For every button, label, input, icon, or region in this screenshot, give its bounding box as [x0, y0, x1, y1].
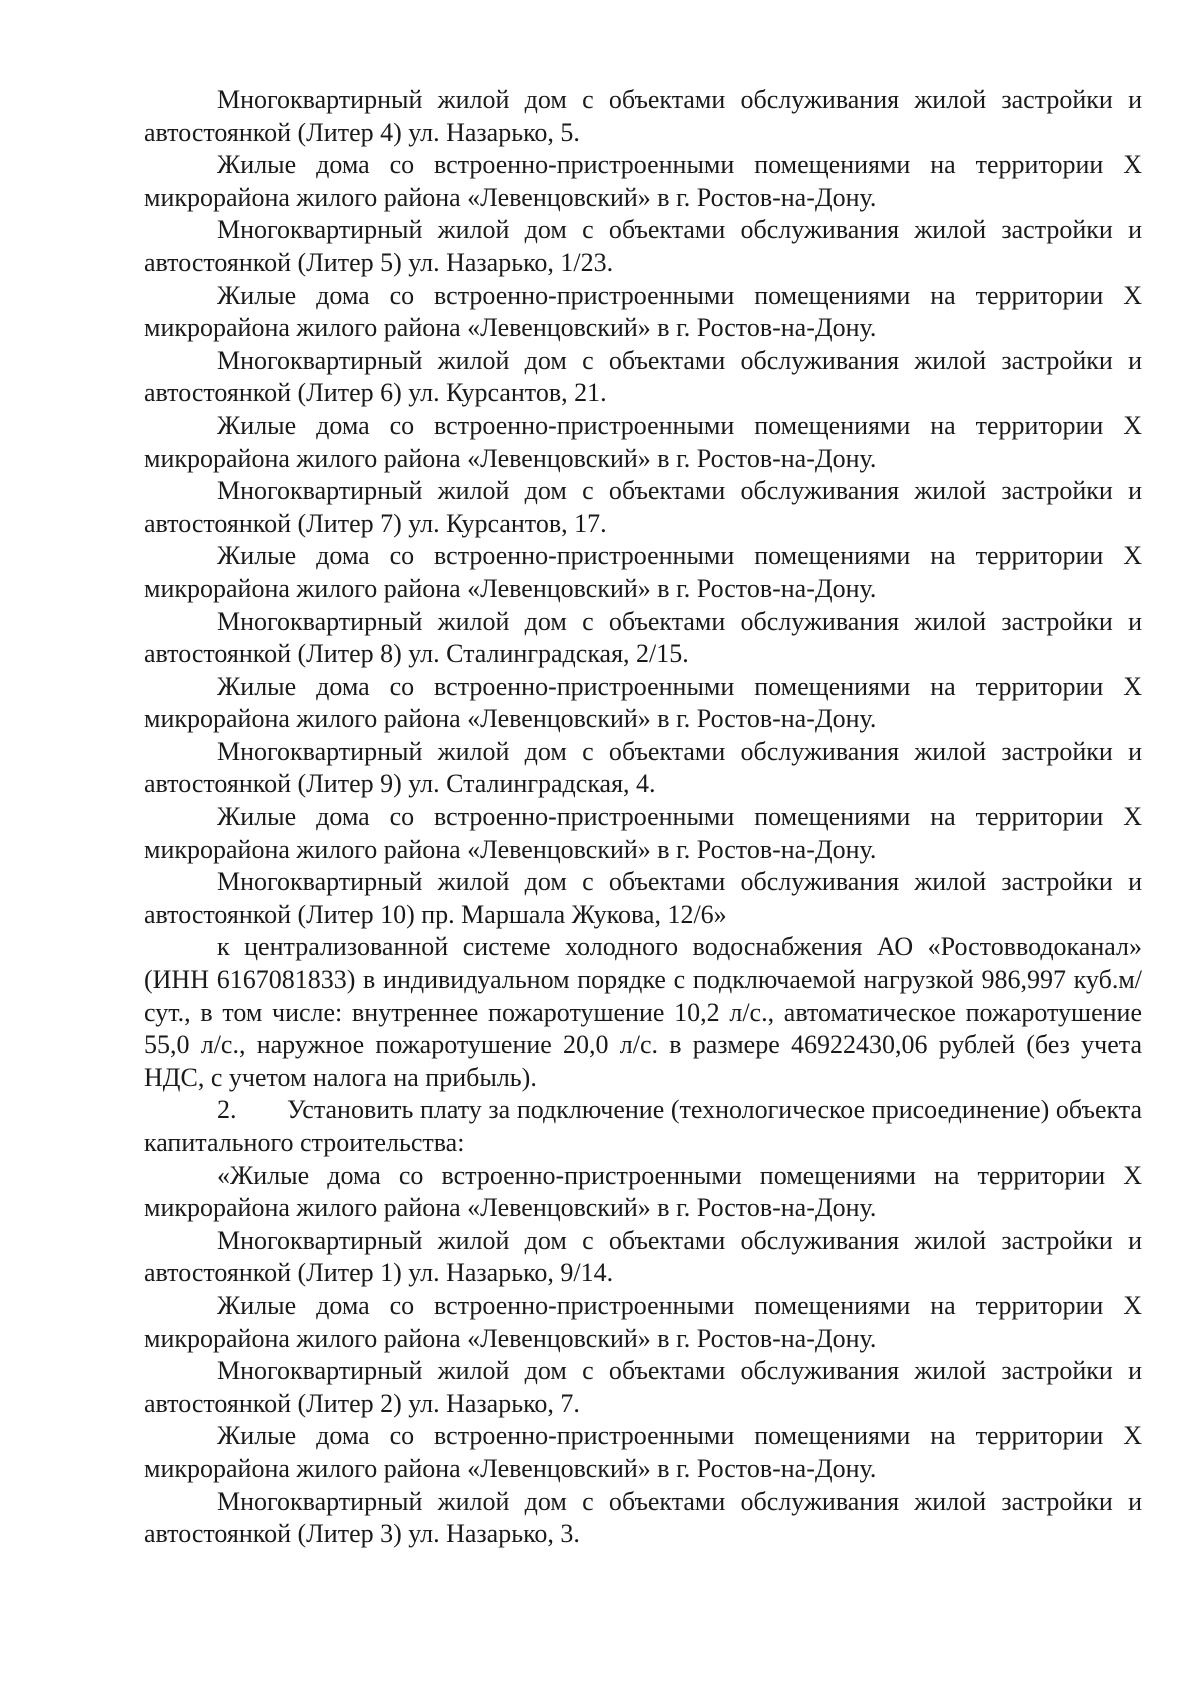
paragraph-residential-buildings: Жилые дома со встроенно-пристроенными помещениями на территории X микрорайона жилого района «Левенцовский» в г. Ростов-на-Дону.	[144, 150, 1142, 212]
paragraph-residential-buildings: Жилые дома со встроенно-пристроенными помещениями на территории X микрорайона жилого района «Левенцовский» в г. Ростов-на-Дону.	[144, 671, 1142, 734]
paragraph-liter-9: Многоквартирный жилой дом с объектами обслуживания жилой застройки и автостоянкой (Литер 9) ул. Сталинградская, 4.	[144, 736, 1142, 799]
paragraph-liter-7: Многоквартирный жилой дом с объектами обслуживания жилой застройки и автостоянкой (Литер 7) ул. Курсантов, 17.	[144, 476, 1142, 538]
paragraph-liter-8: Многоквартирный жилой дом с объектами обслуживания жилой застройки и автостоянкой (Литер 8) ул. Сталинградская, 2/15.	[144, 606, 1142, 669]
paragraph-residential-buildings: Жилые дома со встроенно-пристроенными помещениями на территории X микрорайона жилого района «Левенцовский» в г. Ростов-на-Дону.	[144, 802, 1142, 864]
paragraph-residential-buildings-quoted: «Жилые дома со встроенно-пристроенными помещениями на территории X микрорайона жилого района «Левенцовский» в г. Ростов-на-Дону.	[144, 1160, 1142, 1223]
item-2-text: Установить плату за подключение (технологическое присоединение) объекта капитального строительства:	[144, 1095, 1142, 1157]
document-body	[144, 84, 1142, 1551]
paragraph-liter-2: Многоквартирный жилой дом с объектами обслуживания жилой застройки и автостоянкой (Литер 2) ул. Назарько, 7.	[144, 1356, 1142, 1418]
paragraph-liter-1: Многоквартирный жилой дом с объектами обслуживания жилой застройки и автостоянкой (Литер 1) ул. Назарько, 9/14.	[144, 1225, 1142, 1288]
paragraph-liter-10: Многоквартирный жилой дом с объектами обслуживания жилой застройки и автостоянкой (Литер 10) пр. Маршала Жукова, 12/6»	[144, 867, 1142, 929]
paragraph-residential-buildings: Жилые дома со встроенно-пристроенными помещениями на территории X микрорайона жилого района «Левенцовский» в г. Ростов-на-Дону.	[144, 410, 1142, 473]
paragraph-water-supply-connection: к централизованной системе холодного водоснабжения АО «Ростовводоканал» (ИНН 6167081833) в индивидуальном порядке с подключаемой нагрузкой 986,997 куб.м/сут., в том числе: внутреннее пожаротушение 10,2 л/с., автоматическое пожаротушение 55,0 л/с., наружное пожаротушение 20,0 л/с. в размере 46922430,06 рублей (без учета НДС, с учетом налога на прибыль).	[144, 932, 1142, 1092]
paragraph-residential-buildings: Жилые дома со встроенно-пристроенными помещениями на территории X микрорайона жилого района «Левенцовский» в г. Ростов-на-Дону.	[144, 1290, 1142, 1353]
paragraph-residential-buildings: Жилые дома со встроенно-пристроенными помещениями на территории X микрорайона жилого района «Левенцовский» в г. Ростов-на-Дону.	[144, 541, 1142, 603]
paragraph-liter-6: Многоквартирный жилой дом с объектами обслуживания жилой застройки и автостоянкой (Литер 6) ул. Курсантов, 21.	[144, 345, 1142, 408]
item-2-number: 2.	[217, 1095, 237, 1125]
paragraph-residential-buildings: Жилые дома со встроенно-пристроенными помещениями на территории X микрорайона жилого района «Левенцовский» в г. Ростов-на-Дону.	[144, 280, 1142, 343]
paragraph-liter-5: Многоквартирный жилой дом с объектами обслуживания жилой застройки и автостоянкой (Литер 5) ул. Назарько, 1/23.	[144, 215, 1142, 277]
item-2-paragraph	[144, 1094, 1142, 1159]
paragraph-liter-4: Многоквартирный жилой дом с объектами обслуживания жилой застройки и автостоянкой (Литер 4) ул. Назарько, 5.	[144, 85, 1142, 147]
paragraph-residential-buildings: Жилые дома со встроенно-пристроенными помещениями на территории X микрорайона жилого района «Левенцовский» в г. Ростов-на-Дону.	[144, 1421, 1142, 1483]
paragraph-liter-3: Многоквартирный жилой дом с объектами обслуживания жилой застройки и автостоянкой (Литер 3) ул. Назарько, 3.	[144, 1486, 1142, 1549]
